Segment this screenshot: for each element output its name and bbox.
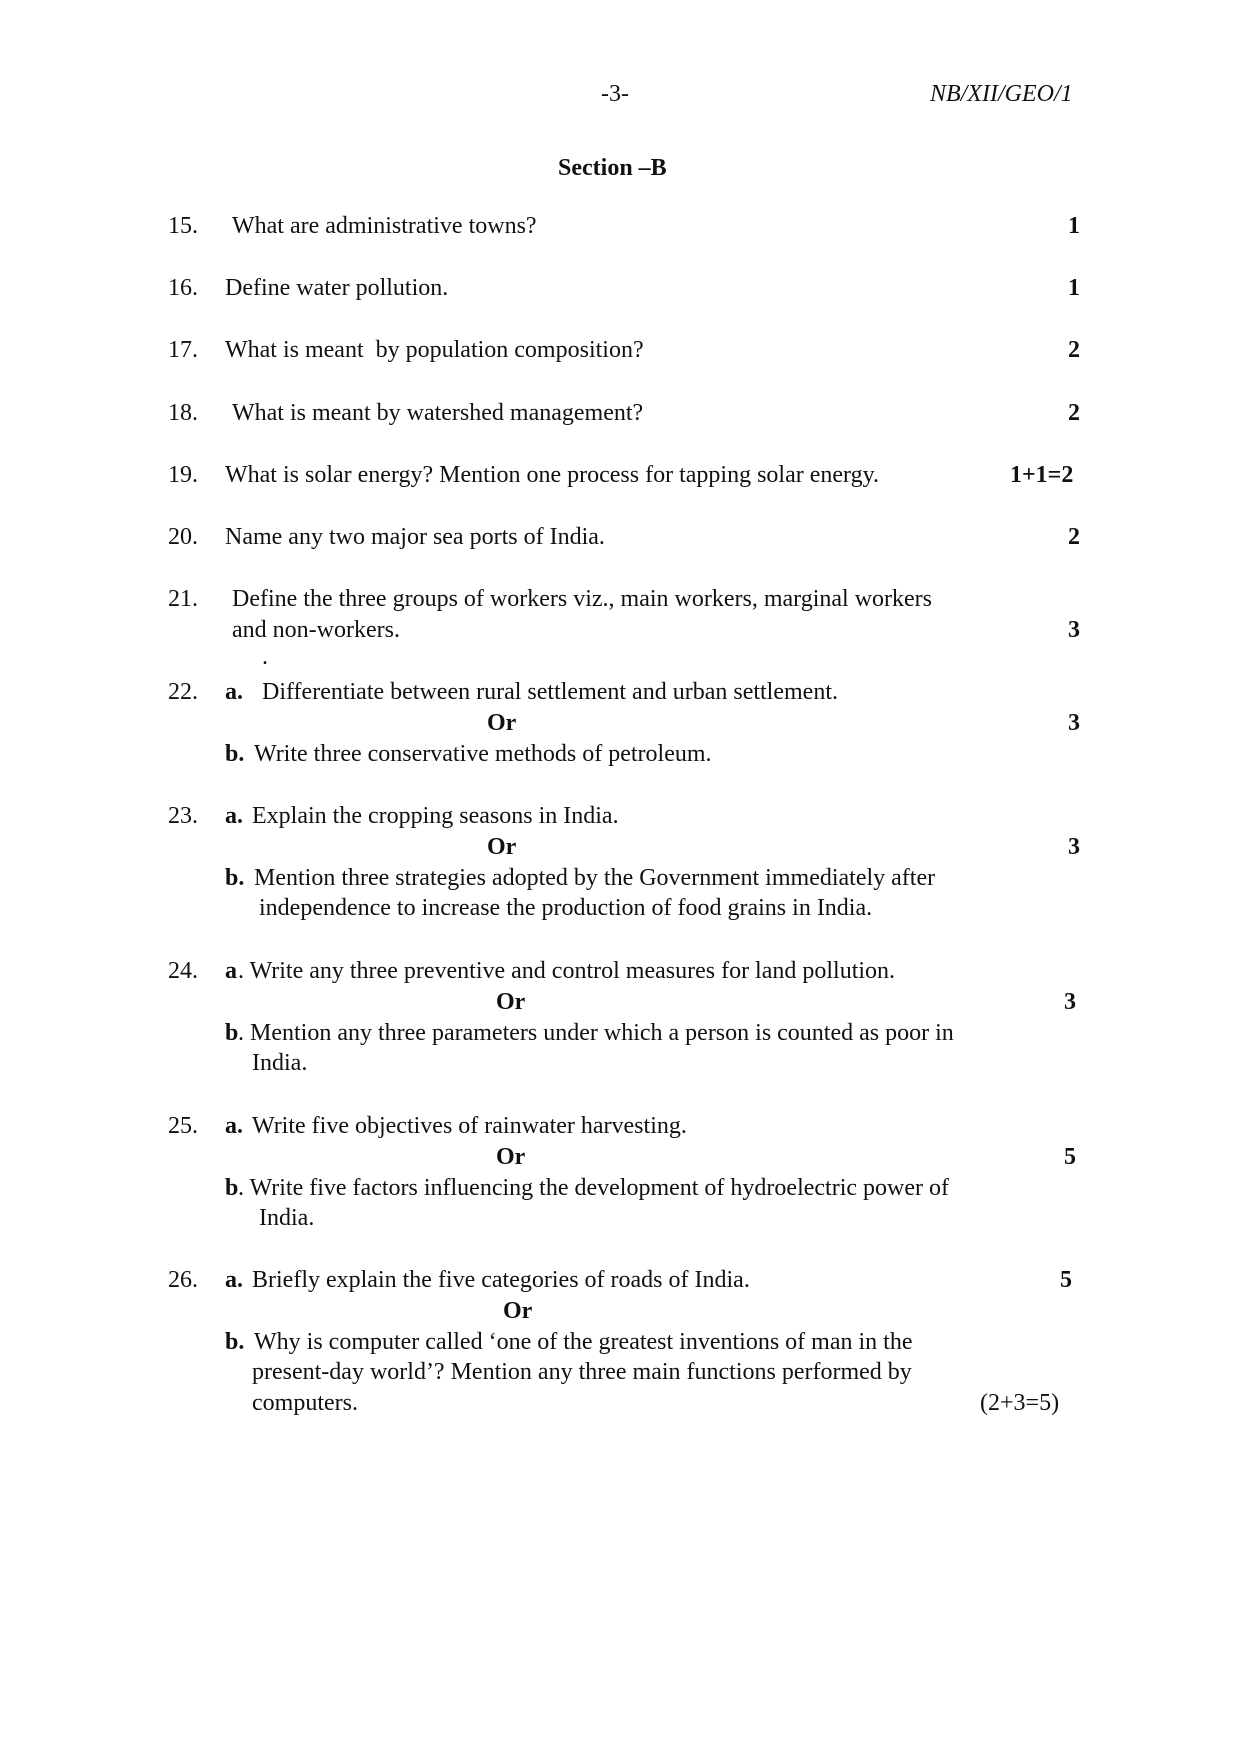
question-text: What is meant by watershed management? [232, 400, 644, 426]
or-separator: Or [496, 989, 526, 1015]
question-text-line-1: Define the three groups of workers viz., main workers, marginal workers [232, 586, 933, 612]
question-number: 16. [168, 275, 198, 301]
question-number: 21. [168, 586, 198, 612]
question-number: 23. [168, 803, 198, 829]
option-b-marks: (2+3=5) [980, 1390, 1060, 1416]
option-b-text-line-3: computers. [252, 1390, 358, 1416]
option-a-text: Briefly explain the five categories of roads of India. [252, 1267, 750, 1293]
question-number: 15. [168, 213, 198, 239]
question-number: 24. [168, 958, 198, 984]
option-b-text-line-1: . Mention any three parameters under which a person is counted as poor in [238, 1020, 954, 1046]
question-number: 19. [168, 462, 198, 488]
stray-mark: . [262, 644, 268, 670]
option-b-text: Write three conservative methods of petroleum. [254, 741, 712, 767]
question-number: 20. [168, 524, 198, 550]
question-text: What are administrative towns? [232, 213, 537, 239]
question-number: 18. [168, 400, 198, 426]
option-a-label: a [225, 958, 237, 984]
question-marks: 5 [1064, 1144, 1076, 1170]
section-title: Section –B [558, 155, 667, 181]
option-b-text-line-2: India. [252, 1050, 308, 1076]
question-marks: 1 [1068, 213, 1080, 239]
question-marks: 1+1=2 [1010, 462, 1074, 488]
question-number: 22. [168, 679, 198, 705]
option-b-text-line-2: independence to increase the production of food grains in India. [259, 895, 873, 921]
question-marks: 3 [1064, 989, 1076, 1015]
question-number: 17. [168, 337, 198, 363]
question-marks: 2 [1068, 400, 1080, 426]
option-a-label: a. [225, 1267, 243, 1293]
or-separator: Or [503, 1298, 533, 1324]
question-text: What is meant by population composition? [225, 337, 644, 363]
option-a-label: a. [225, 679, 243, 705]
question-marks: 2 [1068, 337, 1080, 363]
question-text: What is solar energy? Mention one process for tapping solar energy. [225, 462, 880, 488]
option-a-label: a. [225, 1113, 243, 1139]
option-b-text-line-1: Mention three strategies adopted by the Government immediately after [254, 865, 936, 891]
option-b-text-line-2: India. [259, 1205, 315, 1231]
option-a-text: Explain the cropping seasons in India. [252, 803, 619, 829]
question-text: Name any two major sea ports of India. [225, 524, 605, 550]
option-a-text: . Write any three preventive and control measures for land pollution. [238, 958, 896, 984]
option-b-label: b. [225, 741, 245, 767]
question-marks: 5 [1060, 1267, 1072, 1293]
question-marks: 2 [1068, 524, 1080, 550]
option-b-text-line-2: present-day world’? Mention any three main functions performed by [252, 1359, 912, 1385]
or-separator: Or [487, 834, 517, 860]
question-marks: 1 [1068, 275, 1080, 301]
option-b-label: b [225, 1175, 239, 1201]
question-marks: 3 [1068, 834, 1080, 860]
option-b-label: b. [225, 1329, 245, 1355]
option-a-text: Write five objectives of rainwater harvesting. [252, 1113, 687, 1139]
question-text-line-2: and non-workers. [232, 617, 400, 643]
question-marks: 3 [1068, 710, 1080, 736]
option-b-label: b. [225, 865, 245, 891]
option-a-label: a. [225, 803, 243, 829]
question-text: Define water pollution. [225, 275, 449, 301]
or-separator: Or [496, 1144, 526, 1170]
question-number: 25. [168, 1113, 198, 1139]
paper-code: NB/XII/GEO/1 [930, 81, 1073, 107]
option-b-text-line-1: . Write five factors influencing the development of hydroelectric power of [238, 1175, 949, 1201]
or-separator: Or [487, 710, 517, 736]
option-a-text: Differentiate between rural settlement and urban settlement. [262, 679, 838, 705]
page-number: -3- [601, 81, 629, 107]
question-number: 26. [168, 1267, 198, 1293]
option-b-label: b [225, 1020, 239, 1046]
question-marks: 3 [1068, 617, 1080, 643]
option-b-text-line-1: Why is computer called ‘one of the greatest inventions of man in the [254, 1329, 913, 1355]
